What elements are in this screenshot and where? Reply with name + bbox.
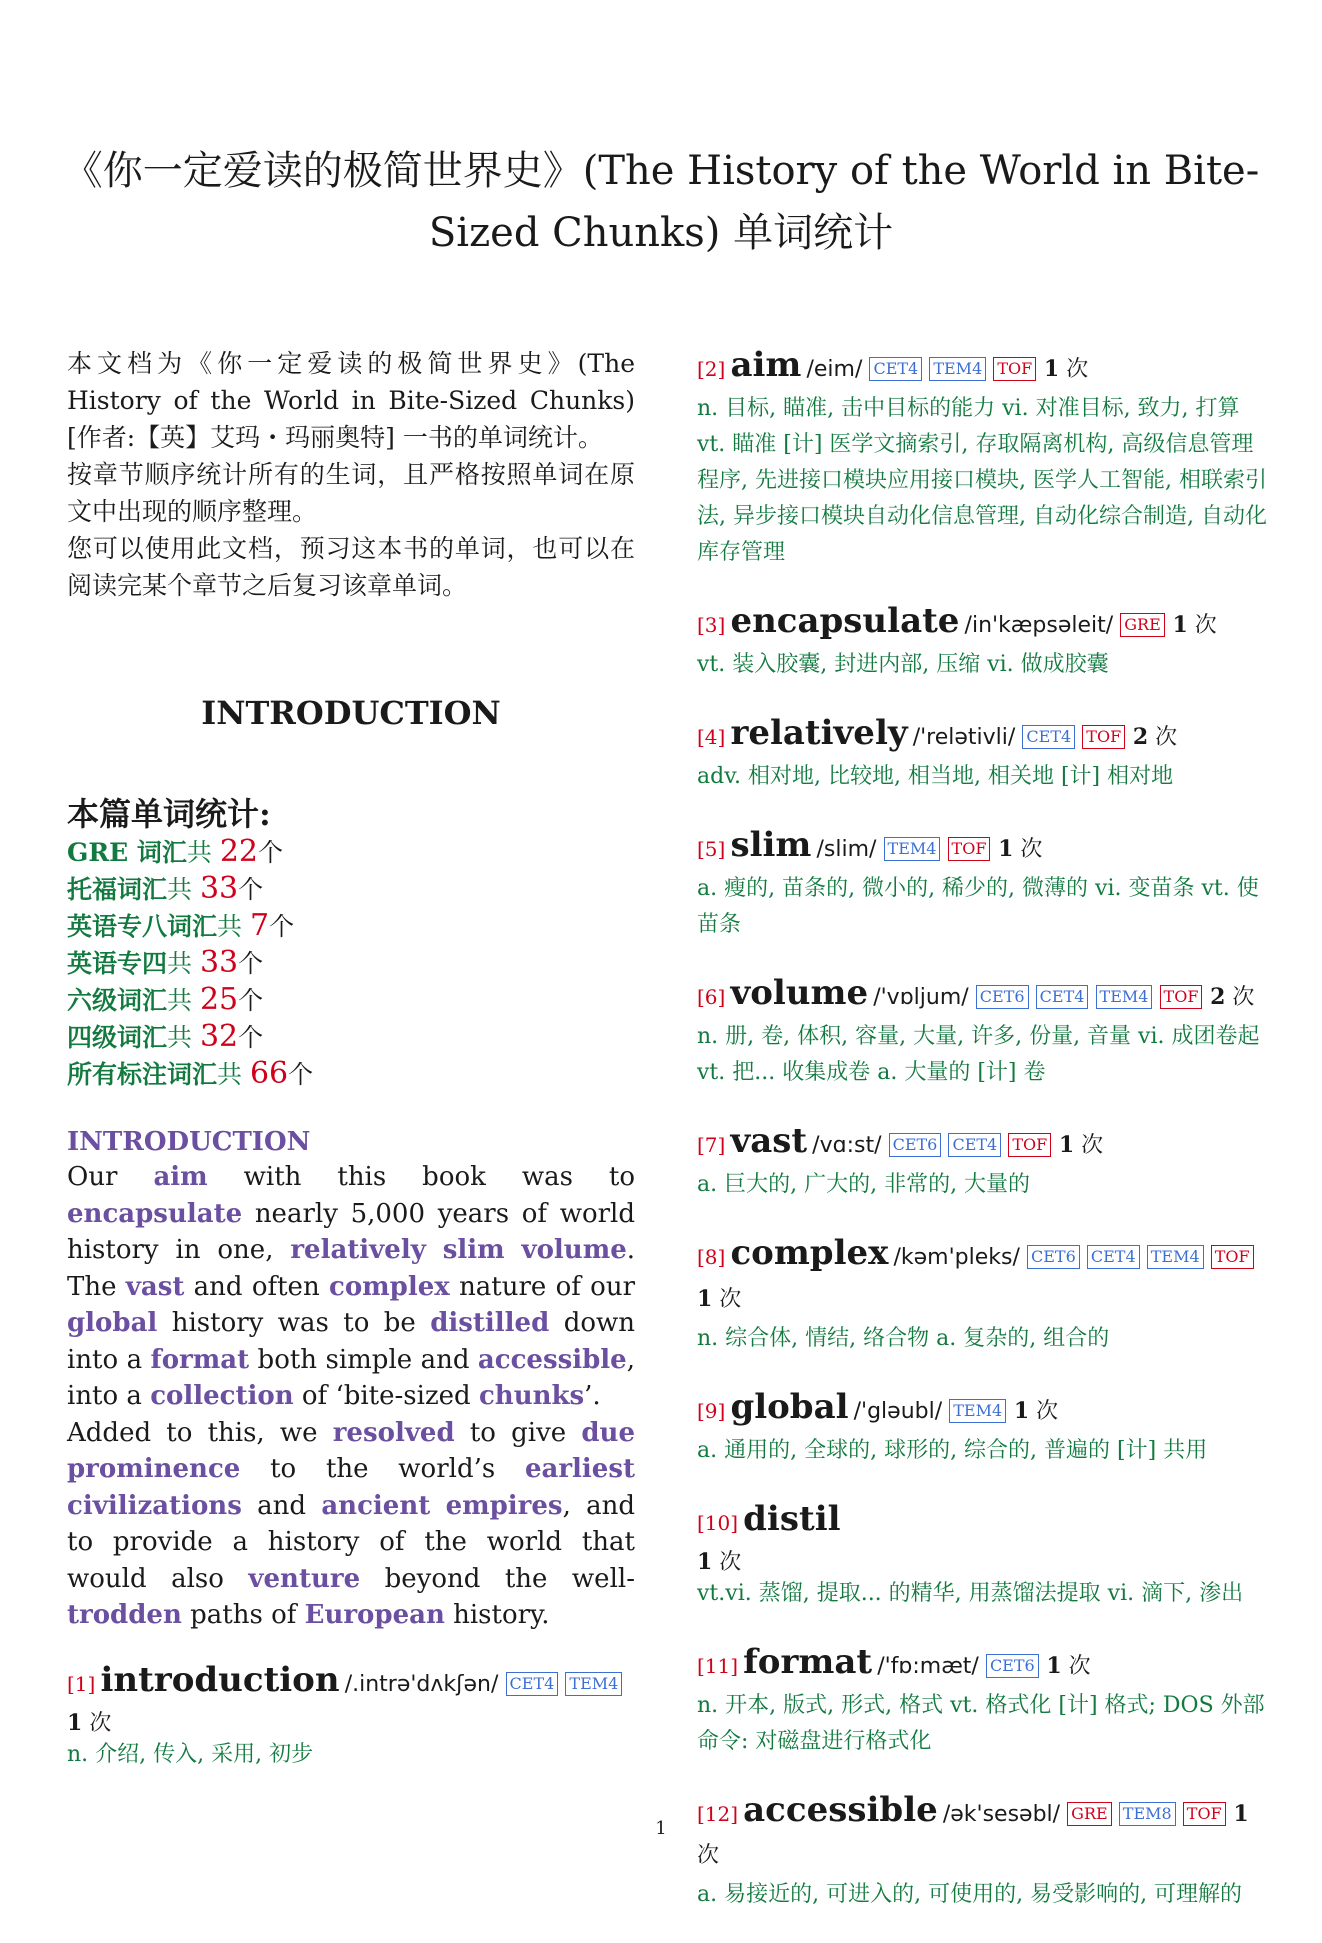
entry-tags [979, 1658, 1039, 1677]
entry-index: [1] [67, 1671, 96, 1696]
stat-unit: 个 [238, 1023, 264, 1052]
stats-title: 本篇单词统计: [67, 795, 271, 833]
stat-label: 六级词汇 [67, 986, 168, 1015]
intro-line-1: 本文档为《你一定爱读的极简世界史》(The History of the World in Bite-Sized Chunks)[作者:【英】艾玛・玛丽奥特] 一书的单词统计。 [67, 349, 635, 452]
entry-phonetic: /'gləubl/ [853, 1399, 943, 1424]
passage-text: history was to be [157, 1308, 431, 1338]
level-tag: TEM4 [1096, 985, 1153, 1009]
entry-word: aim [730, 345, 802, 385]
passage-text [505, 1235, 522, 1265]
entry-tags [504, 1673, 623, 1695]
stat-prefix: 共 [186, 838, 220, 867]
passage-text: nature of our [449, 1271, 635, 1302]
stat-label: 四级词汇 [67, 1023, 168, 1052]
passage-text: and often [184, 1271, 329, 1302]
entry-definition: n. 目标, 瞄准, 击中目标的能力 vi. 对准目标, 致力, 打算 vt. 瞄准 [计] 医学文摘索引, 存取隔离机构, 高级信息管理程序, 先进接口模块应用接口模块, 医学人工智能, 相联索引法, 异步接口模块自动化信息管理, 自动化综合制造, 自动化库存管理 [697, 396, 1267, 565]
passage-paragraph-1 [67, 1159, 635, 1415]
stat-row [67, 871, 635, 908]
entry-headline [697, 713, 1267, 759]
level-tag: TEM4 [1147, 1245, 1204, 1269]
entry-word: complex [730, 1233, 889, 1273]
passage-text: history. [444, 1600, 550, 1630]
right-column [697, 345, 1267, 1943]
stat-row [67, 1019, 635, 1056]
passage-text: Our [67, 1162, 154, 1192]
entry-count: 1 次 [1038, 1653, 1091, 1679]
entry-definition: n. 综合体, 情结, 络合物 a. 复杂的, 组合的 [697, 1326, 1110, 1351]
stat-count: 7 [249, 908, 270, 943]
entry-definition: a. 通用的, 全球的, 球形的, 综合的, 普遍的 [计] 共用 [697, 1438, 1208, 1463]
entry-count: 1 次 [990, 836, 1043, 862]
entry-definition: a. 巨大的, 广大的, 非常的, 大量的 [697, 1172, 1031, 1197]
vocab-entry [697, 973, 1267, 1091]
highlighted-word: volume [521, 1235, 627, 1265]
vocab-entry [697, 601, 1267, 683]
entry-count: 1 次 [697, 1549, 742, 1575]
entry-word: relatively [730, 713, 908, 753]
intro-line-3: 您可以使用此文档，预习这本书的单词，也可以在阅读完某个章节之后复习该章单词。 [67, 534, 635, 600]
highlighted-word: vast [125, 1271, 185, 1302]
level-tag: TOF [1160, 985, 1203, 1009]
stat-unit: 个 [288, 1060, 314, 1089]
entry-index: [3] [697, 613, 726, 637]
highlighted-word: European [304, 1600, 445, 1630]
level-tag: GRE [1120, 613, 1165, 637]
entry-tags [1020, 1249, 1254, 1268]
level-tag: TOF [1082, 725, 1125, 749]
entry-definition: vt. 装入胶囊, 封进内部, 压缩 vi. 做成胶囊 [697, 652, 1109, 677]
level-tag: CET6 [889, 1133, 942, 1157]
section-heading: INTRODUCTION [201, 694, 501, 732]
entry-definition: n. 介绍, 传入, 采用, 初步 [67, 1741, 314, 1767]
vocab-entry [697, 713, 1267, 795]
entry-definition: a. 易接近的, 可进入的, 可使用的, 易受影响的, 可理解的 [697, 1882, 1243, 1907]
passage-text: beyond the well- [360, 1563, 635, 1594]
highlighted-word: distilled [430, 1308, 550, 1338]
stat-unit: 个 [269, 912, 295, 941]
highlighted-word: trodden [67, 1600, 182, 1630]
stat-row [67, 908, 635, 945]
highlighted-word: ancient [321, 1490, 431, 1521]
passage-text: nearly 5,000 years of world history in one, [67, 1198, 635, 1265]
entry-count: 2 次 [1202, 984, 1255, 1010]
level-tag: CET4 [1036, 985, 1089, 1009]
highlighted-word: due [581, 1417, 635, 1448]
level-tag: CET4 [948, 1133, 1001, 1157]
highlighted-word: relatively [290, 1235, 426, 1265]
entry-count: 1 次 [67, 1709, 112, 1736]
stat-prefix: 共 [167, 1023, 200, 1052]
stat-label: GRE 词汇 [67, 838, 187, 867]
passage-text: and [241, 1490, 322, 1521]
entry-word: vast [730, 1121, 808, 1161]
stat-count: 32 [199, 1019, 239, 1054]
chapter-label: INTRODUCTION [67, 1127, 311, 1157]
stat-count: 22 [219, 834, 259, 869]
entry-count: 1 次 [1036, 356, 1089, 382]
stat-count: 33 [199, 945, 239, 980]
stat-prefix: 共 [217, 1060, 250, 1089]
entry-word: format [743, 1642, 873, 1682]
passage-text: down into a [67, 1308, 635, 1375]
passage-text: paths of [181, 1600, 305, 1630]
entry-count: 1 次 [697, 1286, 742, 1312]
entry-word: introduction [100, 1659, 340, 1700]
vocab-entry [697, 1121, 1267, 1203]
passage-text: of ‘bite-sized [293, 1381, 479, 1411]
vocab-entry [697, 1387, 1267, 1469]
entry-index: [5] [697, 837, 726, 861]
highlighted-word: civilizations [67, 1490, 242, 1521]
entry-index: [10] [697, 1511, 739, 1535]
stat-label: 所有标注词汇 [67, 1060, 218, 1089]
entry-word: accessible [743, 1790, 938, 1830]
highlighted-word: aim [153, 1162, 208, 1192]
entry-index: [6] [697, 985, 726, 1009]
left-column [67, 345, 635, 1803]
stat-prefix: 共 [167, 875, 200, 904]
vocab-entry [697, 1642, 1267, 1760]
highlighted-word: encapsulate [67, 1198, 243, 1229]
entry-tags [942, 1403, 1006, 1422]
entry-count: 1 次 [1164, 612, 1217, 638]
level-tag: CET4 [506, 1672, 559, 1696]
entry-word: encapsulate [730, 601, 960, 641]
passage-paragraph-2 [67, 1415, 635, 1634]
entry-tags [876, 841, 990, 860]
entry-word: global [730, 1387, 849, 1427]
stat-prefix: 共 [167, 949, 200, 978]
level-tag: CET4 [1087, 1245, 1140, 1269]
stat-unit: 个 [238, 949, 264, 978]
stat-row [67, 982, 635, 1019]
intro-line-2: 按章节顺序统计所有的生词，且严格按照单词在原文中出现的顺序整理。 [67, 460, 635, 526]
passage-text: to give [454, 1417, 582, 1448]
stat-unit: 个 [258, 838, 284, 867]
entry-index: [11] [697, 1654, 739, 1678]
level-tag: TOF [1183, 1802, 1226, 1826]
passage-text: ’. [584, 1381, 601, 1411]
entry-headline [697, 1233, 1267, 1321]
highlighted-word: format [150, 1344, 250, 1375]
entry-index: [2] [697, 357, 726, 381]
level-tag: CET4 [1022, 725, 1075, 749]
entry-tags [1113, 617, 1165, 636]
level-tag: TOF [1211, 1245, 1254, 1269]
stat-count: 33 [199, 871, 239, 906]
entry-phonetic: /slim/ [816, 837, 877, 862]
entry-definition: a. 瘦的, 苗条的, 微小的, 稀少的, 微薄的 vi. 变苗条 vt. 使苗条 [697, 876, 1259, 937]
page-title: 《你一定爱读的极简世界史》(The History of the World in Bite-Sized Chunks) 单词统计 [62, 148, 1260, 256]
entry-headline [697, 1387, 1267, 1433]
entry-index: [12] [697, 1802, 739, 1826]
stat-label: 英语专四 [67, 949, 168, 978]
entry-phonetic: /vɑ:st/ [812, 1133, 882, 1158]
level-tag: TEM4 [929, 357, 986, 381]
entry-count: 2 次 [1125, 724, 1178, 750]
passage-text: both simple and [249, 1344, 478, 1375]
entry-index: [4] [697, 725, 726, 749]
level-tag: TOF [993, 357, 1036, 381]
level-tag: TEM4 [949, 1399, 1006, 1423]
highlighted-word: global [67, 1308, 158, 1338]
entry-definition: adv. 相对地, 比较地, 相当地, 相关地 [计] 相对地 [697, 764, 1174, 789]
vocab-entry [697, 825, 1267, 943]
stat-prefix: 共 [217, 912, 250, 941]
highlighted-word: collection [150, 1381, 294, 1411]
highlighted-word: chunks [478, 1381, 585, 1411]
level-tag: CET6 [986, 1654, 1039, 1678]
entry-tags [881, 1137, 1051, 1156]
level-tag: TOF [948, 837, 991, 861]
stat-unit: 个 [238, 986, 264, 1015]
entry-definition: vt.vi. 蒸馏, 提取... 的精华, 用蒸馏法提取 vi. 滴下, 渗出 [697, 1581, 1244, 1606]
intro-paragraph [67, 345, 635, 604]
entry-index: [8] [697, 1245, 726, 1269]
entry-headline [697, 1121, 1267, 1167]
entry-headline [697, 345, 1267, 391]
vocab-entry [697, 345, 1267, 571]
entry-word: slim [730, 825, 812, 865]
passage-text: Added to this, we [67, 1417, 333, 1448]
highlighted-word: empires [445, 1490, 563, 1521]
entry-phonetic: /in'kæpsəleit/ [964, 613, 1114, 638]
entry-word: distil [743, 1499, 841, 1539]
passage-text: with this book was to [207, 1162, 635, 1192]
vocab-entry [697, 1499, 1267, 1612]
entry-definition: n. 册, 卷, 体积, 容量, 大量, 许多, 份量, 音量 vi. 成团卷起 vt. 把... 收集成卷 a. 大量的 [计] 卷 [697, 1024, 1260, 1085]
highlighted-word: venture [248, 1563, 361, 1594]
highlighted-word: resolved [332, 1417, 455, 1448]
vocab-entry [697, 1790, 1267, 1913]
passage-text [430, 1491, 445, 1521]
passage-text: to the world’s [240, 1454, 525, 1484]
entry-headline [697, 1642, 1267, 1688]
stat-row [67, 945, 635, 982]
stat-unit: 个 [238, 875, 264, 904]
entry-count: 1 次 [1051, 1132, 1104, 1158]
page-number: 1 [655, 1818, 667, 1839]
entry-tags [1015, 729, 1125, 748]
entry-headline [697, 601, 1267, 647]
stat-row [67, 834, 635, 871]
level-tag: TOF [1008, 1133, 1051, 1157]
stat-label: 托福词汇 [67, 875, 168, 904]
entry-headline [697, 1499, 1267, 1545]
stat-count: 25 [199, 982, 239, 1017]
highlighted-word: complex [328, 1271, 450, 1302]
stat-count: 66 [249, 1056, 289, 1091]
entry-phonetic: /kəm'pleks/ [893, 1245, 1020, 1270]
vocab-entry [697, 1233, 1267, 1357]
vocab-entry [67, 1660, 635, 1773]
level-tag: GRE [1067, 1802, 1112, 1826]
entry-definition: n. 开本, 版式, 形式, 格式 vt. 格式化 [计] 格式; DOS 外部命令: 对磁盘进行格式化 [697, 1693, 1265, 1754]
entry-index: [9] [697, 1399, 726, 1423]
entry-index: [7] [697, 1133, 726, 1157]
entry-tags [969, 989, 1203, 1008]
highlighted-word: prominence [67, 1454, 241, 1484]
entry-word: volume [730, 973, 869, 1013]
entry-phonetic: /.intrə'dʌkʃən/ [344, 1671, 499, 1697]
entry-headline [697, 973, 1267, 1019]
stat-prefix: 共 [167, 986, 200, 1015]
level-tag: CET6 [1027, 1245, 1080, 1269]
level-tag: TEM4 [884, 837, 941, 861]
entry-tags [862, 361, 1036, 380]
entry-phonetic: /'relətivli/ [912, 725, 1016, 750]
level-tag: TEM8 [1119, 1802, 1176, 1826]
passage-text [426, 1235, 443, 1265]
entry-phonetic: /'fɒ:mæt/ [877, 1654, 979, 1679]
stats-list [67, 834, 635, 1093]
level-tag: CET6 [976, 985, 1029, 1009]
passage-text: , and to provide a history of the world that would also [67, 1490, 636, 1594]
passage-text: , into a [67, 1344, 635, 1411]
stat-row [67, 1056, 635, 1093]
level-tag: TEM4 [565, 1672, 622, 1696]
level-tag: CET4 [869, 357, 922, 381]
entry-headline [697, 825, 1267, 871]
entry-count: 1 次 [1006, 1398, 1059, 1424]
entry-phonetic: /'vɒljum/ [873, 985, 969, 1010]
highlighted-word: earliest [524, 1454, 635, 1484]
highlighted-word: slim [442, 1235, 505, 1265]
entry-phonetic: /eim/ [806, 357, 863, 382]
stat-label: 英语专八词汇 [67, 912, 218, 941]
highlighted-word: accessible [477, 1344, 627, 1375]
entry-phonetic: /ək'sesəbl/ [942, 1802, 1061, 1827]
passage-text: . The [67, 1235, 636, 1302]
entry-count: 1 次 [697, 1801, 1249, 1868]
